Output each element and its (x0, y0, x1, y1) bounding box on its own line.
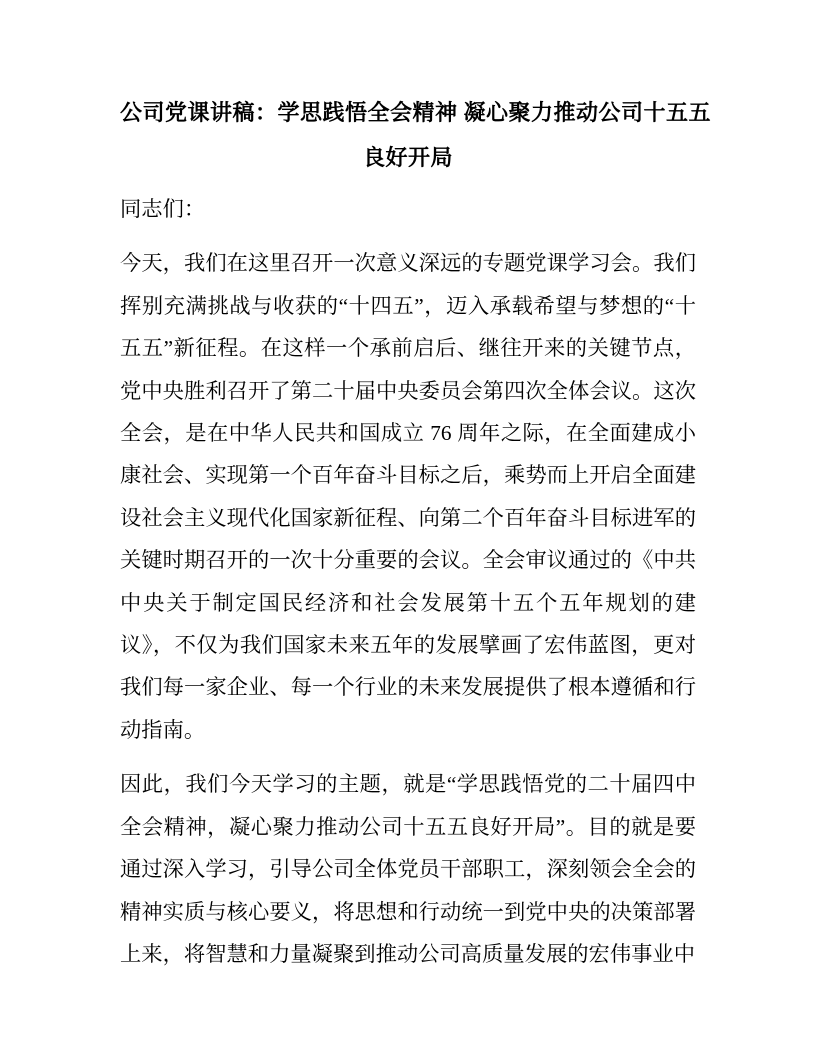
document-title-line-1: 公司党课讲稿：学思践悟全会精神 凝心聚力推动公司十五五 (120, 100, 712, 125)
document-title (120, 90, 712, 180)
body-paragraph-2: 因此，我们今天学习的主题，就是“学思践悟党的二十届四中全会精神，凝心聚力推动公司十五五良好开局”。目的就是要通过深入学习，引导公司全体党员干部职工，深刻领会全会的精神实质与核心要义，将思想和行动统一到党中央的决策部署上来，将智慧和力量凝聚到推动公司高质量发展的宏伟事业中 (120, 772, 696, 966)
body-paragraph-1: 今天，我们在这里召开一次意义深远的专题党课学习会。我们挥别充满挑战与收获的“十四五”，迈入承载希望与梦想的“十五五”新征程。在这样一个承前启后、继往开来的关键节点，党中央胜利召开了第二十届中央委员会第四次全体会议。这次全会，是在中华人民共和国成立 76 周年之际，在全面建成小康社会、实现第一个百年奋斗目标之后，乘势而上开启全面建设社会主义现代化国家新征程、向第二个百年奋斗目标进军的关键时期召开的一次十分重要的会议。全会审议通过的《中共中央关于制定国民经济和社会发展第十五个五年规划的建议》，不仅为我们国家未来五年的发展擘画了宏伟蓝图，更对我们每一家企业、每一个行业的未来发展提供了根本遵循和行动指南。 (120, 251, 696, 742)
document-title-line-2: 良好开局 (362, 145, 453, 170)
salutation: 同志们： (120, 197, 206, 221)
